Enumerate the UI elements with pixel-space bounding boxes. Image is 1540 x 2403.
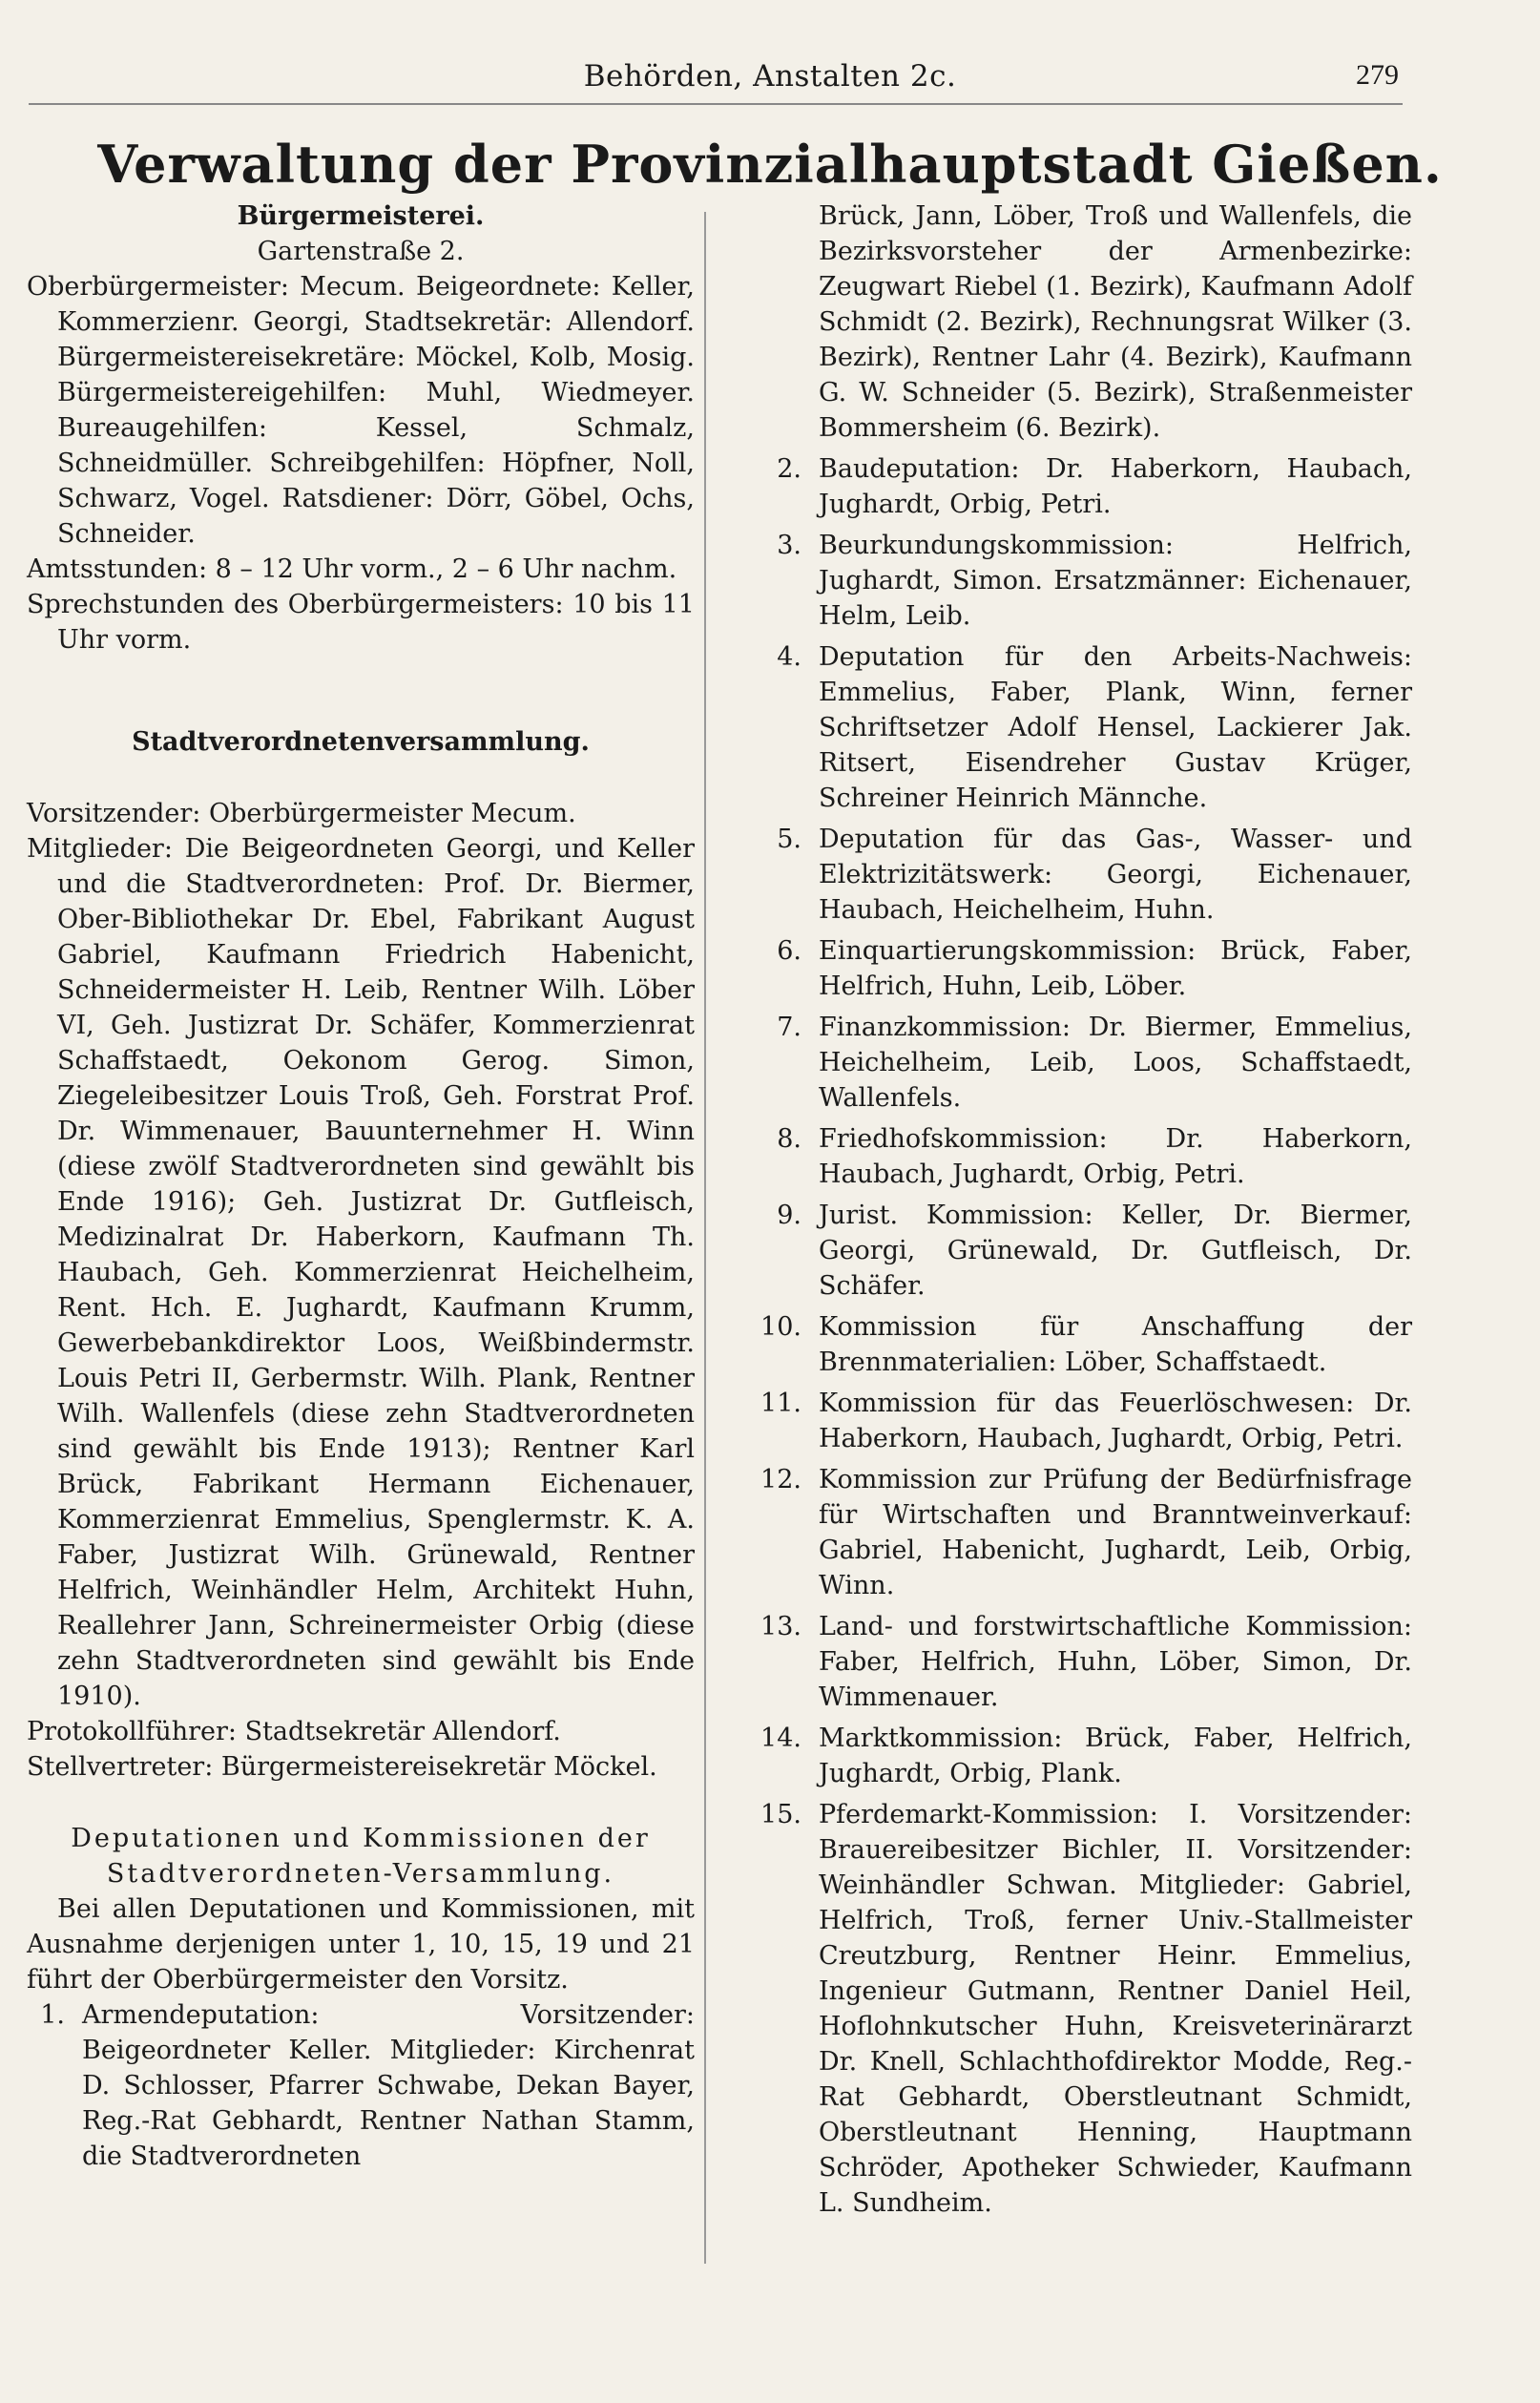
sprechstunden: Sprechstunden des Oberbürgermeisters: 10 bis 11 Uhr vorm. [27, 590, 695, 655]
list-item-number: 10. [760, 1312, 801, 1342]
list-item [744, 1386, 1412, 1456]
section-heading-deputationen: Deputationen und Kommissionen der Stadtverordneten-Versammlung. [71, 1824, 651, 1889]
list-item-number: 5. [777, 825, 801, 854]
running-head: Behörden, Anstalten 2c. [583, 59, 957, 94]
list-item-text: Finanzkommission: Dr. Biermer, Emmelius, Heichelheim, Leib, Loos, Schaffstaedt, Wallenfels. [819, 1013, 1412, 1113]
list-item [744, 1721, 1412, 1791]
stellvertreter: Stellvertreter: Bürgermeistereisekretär Möckel. [27, 1752, 657, 1782]
list-item-text: Armendeputation: Vorsitzender: Beigeordneter Keller. Mitglieder: Kirchenrat D. Schlosser, Pfarrer Schwabe, Dekan Bayer, Reg.-Rat Gebhardt, Rentner Nathan Stamm, die Stadtverordneten [82, 2000, 695, 2171]
list-item [744, 1121, 1412, 1192]
list-item-number: 12. [760, 1465, 801, 1494]
list-item-text: Deputation für den Arbeits-Nachweis: Emmelius, Faber, Plank, Winn, ferner Schriftsetzer Adolf Hensel, Lackierer Jak. Ritsert, Eisendreher Gustav Krüger, Schreiner Heinrich Männche. [819, 642, 1412, 813]
list-item [744, 1797, 1412, 2221]
list-item-number: 15. [760, 1800, 801, 1829]
list-item-text: Kommission für Anschaffung der Brennmaterialien: Löber, Schaffstaedt. [819, 1312, 1412, 1377]
list-item [744, 528, 1412, 634]
list-item-text: Marktkommission: Brück, Faber, Helfrich, Jughardt, Orbig, Plank. [819, 1724, 1412, 1788]
section-heading-stadtverordnetenversammlung: Stadtverordnetenversammlung. [132, 727, 590, 757]
list-item [744, 451, 1412, 522]
list-item [744, 639, 1412, 816]
list-item-number: 4. [777, 642, 801, 672]
deputationen-intro: Bei allen Deputationen und Kommissionen, mit Ausnahme derjenigen unter 1, 10, 15, 19 und 21 führt der Oberbürgermeister den Vorsitz. [27, 1894, 695, 1995]
mitglieder: Mitglieder: Die Beigeordneten Georgi, und Keller und die Stadtverordneten: Prof. Dr. Biermer, Ober-Bibliothekar Dr. Ebel, Fabrikant August Gabriel, Kaufmann Friedrich Habenicht, Schneidermeister H. Leib, Rentner Wilh. Löber VI, Geh. Justizrat Dr. Schäfer, Kommerzienrat Schaffstaedt, Oekonom Gerog. Simon, Ziegeleibesitzer Louis Troß, Geh. Forstrat Prof. Dr. Wimmenauer, Bauunternehmer H. Winn (diese zwölf Stadtverordneten sind gewählt bis Ende 1916); Geh. Justizrat Dr. Gutfleisch, Medizinalrat Dr. Haberkorn, Kaufmann Th. Haubach, Geh. Kommerzienrat Heichelheim, Rent. Hch. E. Jughardt, Kaufmann Krumm, Gewerbebankdirektor Loos, Weißbindermstr. Louis Petri II, Gerbermstr. Wilh. Plank, Rentner Wilh. Wallenfels (diese zehn Stadtverordneten sind gewählt bis Ende 1913); Rentner Karl Brück, Fabrikant Hermann Eichenauer, Kommerzienrat Emmelius, Spenglermstr. K. A. Faber, Justizrat Wilh. Grünewald, Rentner Helfrich, Weinhändler Helm, Architekt Huhn, Reallehrer Jann, Schreinermeister Orbig (diese zehn Stadtverordneten sind gewählt bis Ende 1910). [27, 834, 695, 1711]
list-item [744, 1309, 1412, 1380]
list-item-text: Kommission für das Feuerlöschwesen: Dr. Haberkorn, Haubach, Jughardt, Orbig, Petri. [819, 1389, 1412, 1453]
protokollfuehrer: Protokollführer: Stadtsekretär Allendorf. [27, 1717, 561, 1746]
list-item-number: 3. [777, 531, 801, 560]
list-item-number: 6. [777, 936, 801, 966]
vorsitzender: Vorsitzender: Oberbürgermeister Mecum. [27, 799, 576, 828]
buergermeisterei-address: Gartenstraße 2. [257, 237, 465, 266]
buergermeisterei-staff: Oberbürgermeister: Mecum. Beigeordnete: Keller, Kommerzienr. Georgi, Stadtsekretär: Allendorf. Bürgermeistereisekretäre: Möckel, Kolb, Mosig. Bürgermeistereigehilfen: Muhl, Wiedmeyer. Bureaugehilfen: Kessel, Schmalz, Schneidmüller. Schreibgehilfen: Höpfner, Noll, Schwarz, Vogel. Ratsdiener: Dörr, Göbel, Ochs, Schneider. [27, 272, 695, 549]
page-title: Verwaltung der Provinzialhauptstadt Gießen. [97, 134, 1443, 195]
amtsstunden: Amtsstunden: 8 – 12 Uhr vorm., 2 – 6 Uhr nachm. [27, 554, 677, 584]
list-item-number: 9. [777, 1201, 801, 1230]
list-item-number: 13. [760, 1612, 801, 1641]
list-item-text: Kommission zur Prüfung der Bedürfnisfrage für Wirtschaften und Branntweinverkauf: Gabriel, Habenicht, Jughardt, Leib, Orbig, Winn. [819, 1465, 1412, 1600]
commission-list [744, 451, 1412, 2221]
list-item-number: 11. [760, 1389, 801, 1418]
list-item [744, 1609, 1412, 1715]
list-item [744, 822, 1412, 928]
list-item-text: Baudeputation: Dr. Haberkorn, Haubach, Jughardt, Orbig, Petri. [819, 454, 1412, 519]
list-item-number: 1. [40, 2000, 65, 2030]
left-column [27, 199, 695, 2180]
list-item-text: Jurist. Kommission: Keller, Dr. Biermer, Georgi, Grünewald, Dr. Gutfleisch, Dr. Schäfer. [819, 1201, 1412, 1301]
list-item-number: 8. [777, 1124, 801, 1154]
section-heading-buergermeisterei: Bürgermeisterei. [237, 201, 485, 231]
right-column [744, 199, 1412, 2226]
list-item-number: 2. [777, 454, 801, 484]
list-item-text: Deputation für das Gas-, Wasser- und Elektrizitätswerk: Georgi, Eichenauer, Haubach, Heichelheim, Huhn. [819, 825, 1412, 925]
list-item-continuation [744, 199, 1412, 446]
list-item-text: Beurkundungskommission: Helfrich, Jughardt, Simon. Ersatzmänner: Eichenauer, Helm, Leib. [819, 531, 1412, 631]
column-divider [704, 212, 706, 2264]
list-item [27, 1997, 695, 2174]
list-item [744, 933, 1412, 1004]
page-number: 279 [1356, 59, 1399, 91]
list-item-number: 7. [777, 1013, 801, 1042]
list-item-text: Brück, Jann, Löber, Troß und Wallenfels, die Bezirksvorsteher der Armenbezirke: Zeugwart Riebel (1. Bezirk), Kaufmann Adolf Schmidt (2. Bezirk), Rechnungsrat Wilker (3. Bezirk), Rentner Lahr (4. Bezirk), Kaufmann G. W. Schneider (5. Bezirk), Straßenmeister Bommersheim (6. Bezirk). [819, 201, 1412, 443]
list-item-text: Einquartierungskommission: Brück, Faber, Helfrich, Huhn, Leib, Löber. [819, 936, 1412, 1001]
list-item [744, 1462, 1412, 1603]
list-item-number: 14. [760, 1724, 801, 1753]
list-item-text: Land- und forstwirtschaftliche Kommission: Faber, Helfrich, Huhn, Löber, Simon, Dr. Wimmenauer. [819, 1612, 1412, 1712]
header-rule [29, 103, 1403, 105]
list-item [744, 1198, 1412, 1304]
list-item [744, 1010, 1412, 1116]
list-item-text: Friedhofskommission: Dr. Haberkorn, Haubach, Jughardt, Orbig, Petri. [819, 1124, 1412, 1189]
list-item-text: Pferdemarkt-Kommission: I. Vorsitzender: Brauereibesitzer Bichler, II. Vorsitzender: Weinhändler Schwan. Mitglieder: Gabriel, Helfrich, Troß, ferner Univ.-Stallmeister Creutzburg, Rentner Heinr. Emmelius, Ingenieur Gutmann, Rentner Daniel Heil, Hoflohnkutscher Huhn, Kreisveterinärarzt Dr. Knell, Schlachthofdirektor Modde, Reg.-Rat Gebhardt, Oberstleutnant Schmidt, Oberstleutnant Henning, Hauptmann Schröder, Apotheker Schwieder, Kaufmann L. Sundheim. [819, 1800, 1412, 2218]
